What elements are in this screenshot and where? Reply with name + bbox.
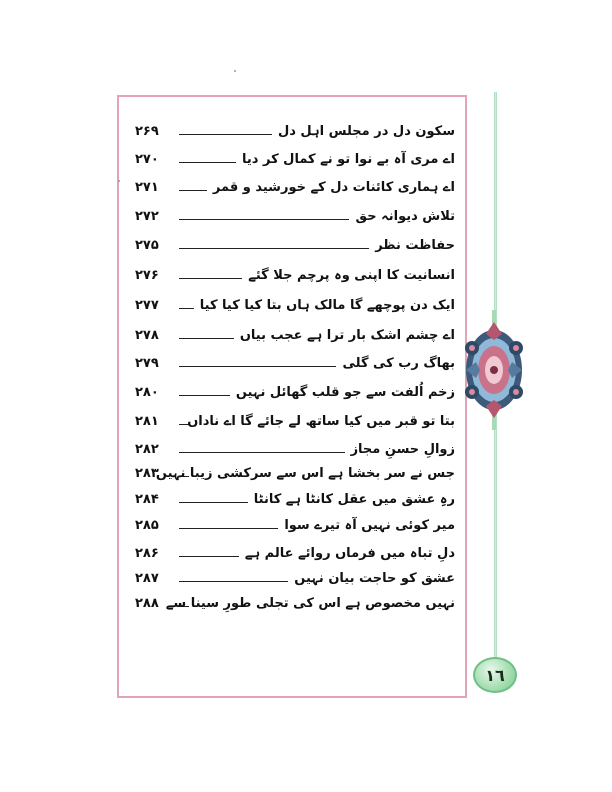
floral-ornament-icon <box>462 310 526 430</box>
toc-entry-title: انسانیت کا اپنی وہ پرچم جلا گئے <box>248 268 455 283</box>
toc-entry-title: اے چشم اشک بار ترا ہے عجب بیاں <box>239 328 455 343</box>
toc-page-number: ۲۸۱ <box>135 414 159 429</box>
toc-leader-line <box>179 278 242 279</box>
toc-entry <box>127 516 455 536</box>
toc-leader-line <box>179 219 349 220</box>
toc-leader-line <box>179 528 278 529</box>
toc-page-number: ۲۸۲ <box>135 442 159 457</box>
toc-entry-title: حفاظت نظر <box>375 238 455 253</box>
toc-page-number: ۲۸۶ <box>135 546 159 561</box>
toc-page-number: ۲۶۹ <box>135 124 159 139</box>
toc-page-number: ۲۸۰ <box>135 385 159 400</box>
toc-entry <box>127 296 455 316</box>
toc-entry <box>127 178 455 198</box>
toc-leader-line <box>179 395 230 396</box>
toc-leader-line <box>179 338 234 339</box>
toc-entry-title: میر کوئی نہیں آہ تیرے سوا <box>284 518 455 533</box>
page-number: ١٦ <box>485 665 505 685</box>
toc-entry-title: اے مری آہ بے نوا تو نے کمال کر دیا <box>242 152 455 167</box>
toc-leader-line <box>179 308 194 309</box>
toc-leader-line <box>179 248 369 249</box>
toc-entry <box>127 383 455 403</box>
toc-page-number: ۲۷۶ <box>135 268 159 283</box>
toc-entry <box>127 150 455 170</box>
toc-entry <box>127 440 455 460</box>
toc-entry-title: زوالِ حسنِ مجاز <box>350 442 455 457</box>
toc-page-number: ۲۷۱ <box>135 180 159 195</box>
toc-page-number: ۲۷۲ <box>135 209 159 224</box>
toc-entry <box>127 354 455 374</box>
toc-leader-line <box>179 190 207 191</box>
toc-leader-line <box>179 134 272 135</box>
toc-leader-line <box>179 581 288 582</box>
toc-entry-title: جس نے سر بخشا ہے اس سے سرکشی زیبا نہیں <box>155 466 455 481</box>
scan-speck <box>234 70 236 72</box>
toc-entry <box>127 594 455 614</box>
toc-leader-line <box>179 556 239 557</box>
toc-leader-line <box>179 366 336 367</box>
toc-entry-title: رہِ عشق میں عقل کانٹا ہے کانٹا <box>253 492 455 507</box>
toc-entry <box>127 266 455 286</box>
toc-entry <box>127 236 455 256</box>
toc-entry-title: تلاش دیوانہ حق <box>355 209 455 224</box>
toc-entry-title: زخم اُلفت سے جو قلب گھائل نہیں <box>235 385 455 400</box>
page-number-badge <box>473 657 517 693</box>
toc-entry-title: بھاگ رب کی گلی <box>342 356 455 371</box>
toc-entry-title: اے ہماری کائنات دل کے خورشید و قمر <box>212 180 455 195</box>
toc-leader-line <box>179 162 236 163</box>
toc-entry <box>127 569 455 589</box>
toc-page-number: ۲۷۰ <box>135 152 159 167</box>
toc-leader-line <box>179 452 345 453</box>
toc-page-number: ۲۸۸ <box>135 596 159 611</box>
toc-page-number: ۲۸۴ <box>135 492 159 507</box>
toc-entry-title: ایک دن پوچھے گا مالک ہاں بتا کیا کیا کیا <box>199 298 455 313</box>
toc-entry <box>127 122 455 142</box>
toc-entry <box>127 490 455 510</box>
toc-entry <box>127 544 455 564</box>
toc-leader-line <box>179 502 248 503</box>
toc-entry-title: سکون دل در مجلس اہل دل <box>277 124 455 139</box>
toc-entry-title: عشق کو حاجت بیان نہیں <box>294 571 455 586</box>
toc-page-number: ۲۷۵ <box>135 238 159 253</box>
toc-entry-title: بتا تو قبر میں کیا ساتھ لے جائے گا اے ناداں <box>187 414 455 429</box>
toc-page-number: ۲۸۵ <box>135 518 159 533</box>
toc-page-number: ۲۸۳ <box>135 466 159 481</box>
toc-page-number: ۲۸۷ <box>135 571 159 586</box>
scan-speck <box>118 180 120 182</box>
toc-page-number: ۲۷۷ <box>135 298 159 313</box>
toc-entry <box>127 464 455 484</box>
toc-entry <box>127 326 455 346</box>
toc-entry <box>127 207 455 227</box>
toc-page-number: ۲۷۹ <box>135 356 159 371</box>
toc-entry <box>127 412 455 432</box>
toc-entry-title: نہیں مخصوص ہے اس کی تجلی طورِ سینا سے <box>165 596 455 611</box>
toc-page-number: ۲۷۸ <box>135 328 159 343</box>
toc-entry-title: دلِ تباہ میں فرماں روائے عالم ہے <box>244 546 455 561</box>
